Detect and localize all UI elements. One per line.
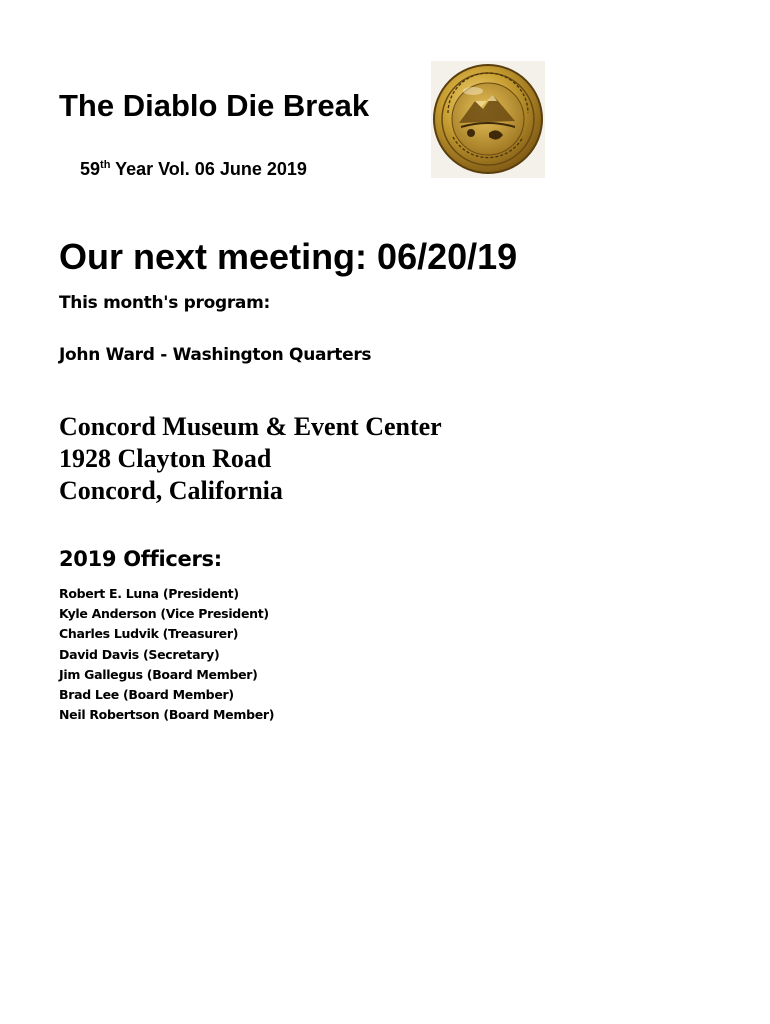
officers-list (59, 584, 274, 725)
program-title: John Ward - Washington Quarters (59, 345, 372, 365)
club-seal-coin-icon (431, 61, 545, 178)
issue-line (80, 156, 307, 182)
issue-number: 59 (80, 159, 101, 179)
newsletter-title: The Diablo Die Break (59, 88, 370, 123)
officer-item: Jim Gallegus (Board Member) (59, 666, 258, 682)
officer-item: David Davis (Secretary) (59, 646, 220, 662)
officer-item: Robert E. Luna (President) (59, 586, 239, 601)
officer-item: Brad Lee (Board Member) (59, 686, 234, 702)
venue-city: Concord, California (59, 476, 283, 505)
venue-name: Concord Museum & Event Center (59, 412, 442, 441)
program-label: This month's program: (59, 293, 270, 313)
officer-item: Neil Robertson (Board Member) (59, 707, 275, 723)
issue-details: Year Vol. 06 June 2019 (110, 159, 307, 179)
venue-street: 1928 Clayton Road (59, 444, 272, 473)
issue-ordinal-suffix: th (100, 159, 111, 171)
next-meeting-heading: Our next meeting: 06/20/19 (59, 236, 518, 277)
officer-item: Charles Ludvik (Treasurer) (59, 626, 239, 642)
officer-item: Kyle Anderson (Vice President) (59, 606, 269, 622)
officers-heading: 2019 Officers: (59, 547, 222, 571)
venue-address (59, 411, 442, 507)
